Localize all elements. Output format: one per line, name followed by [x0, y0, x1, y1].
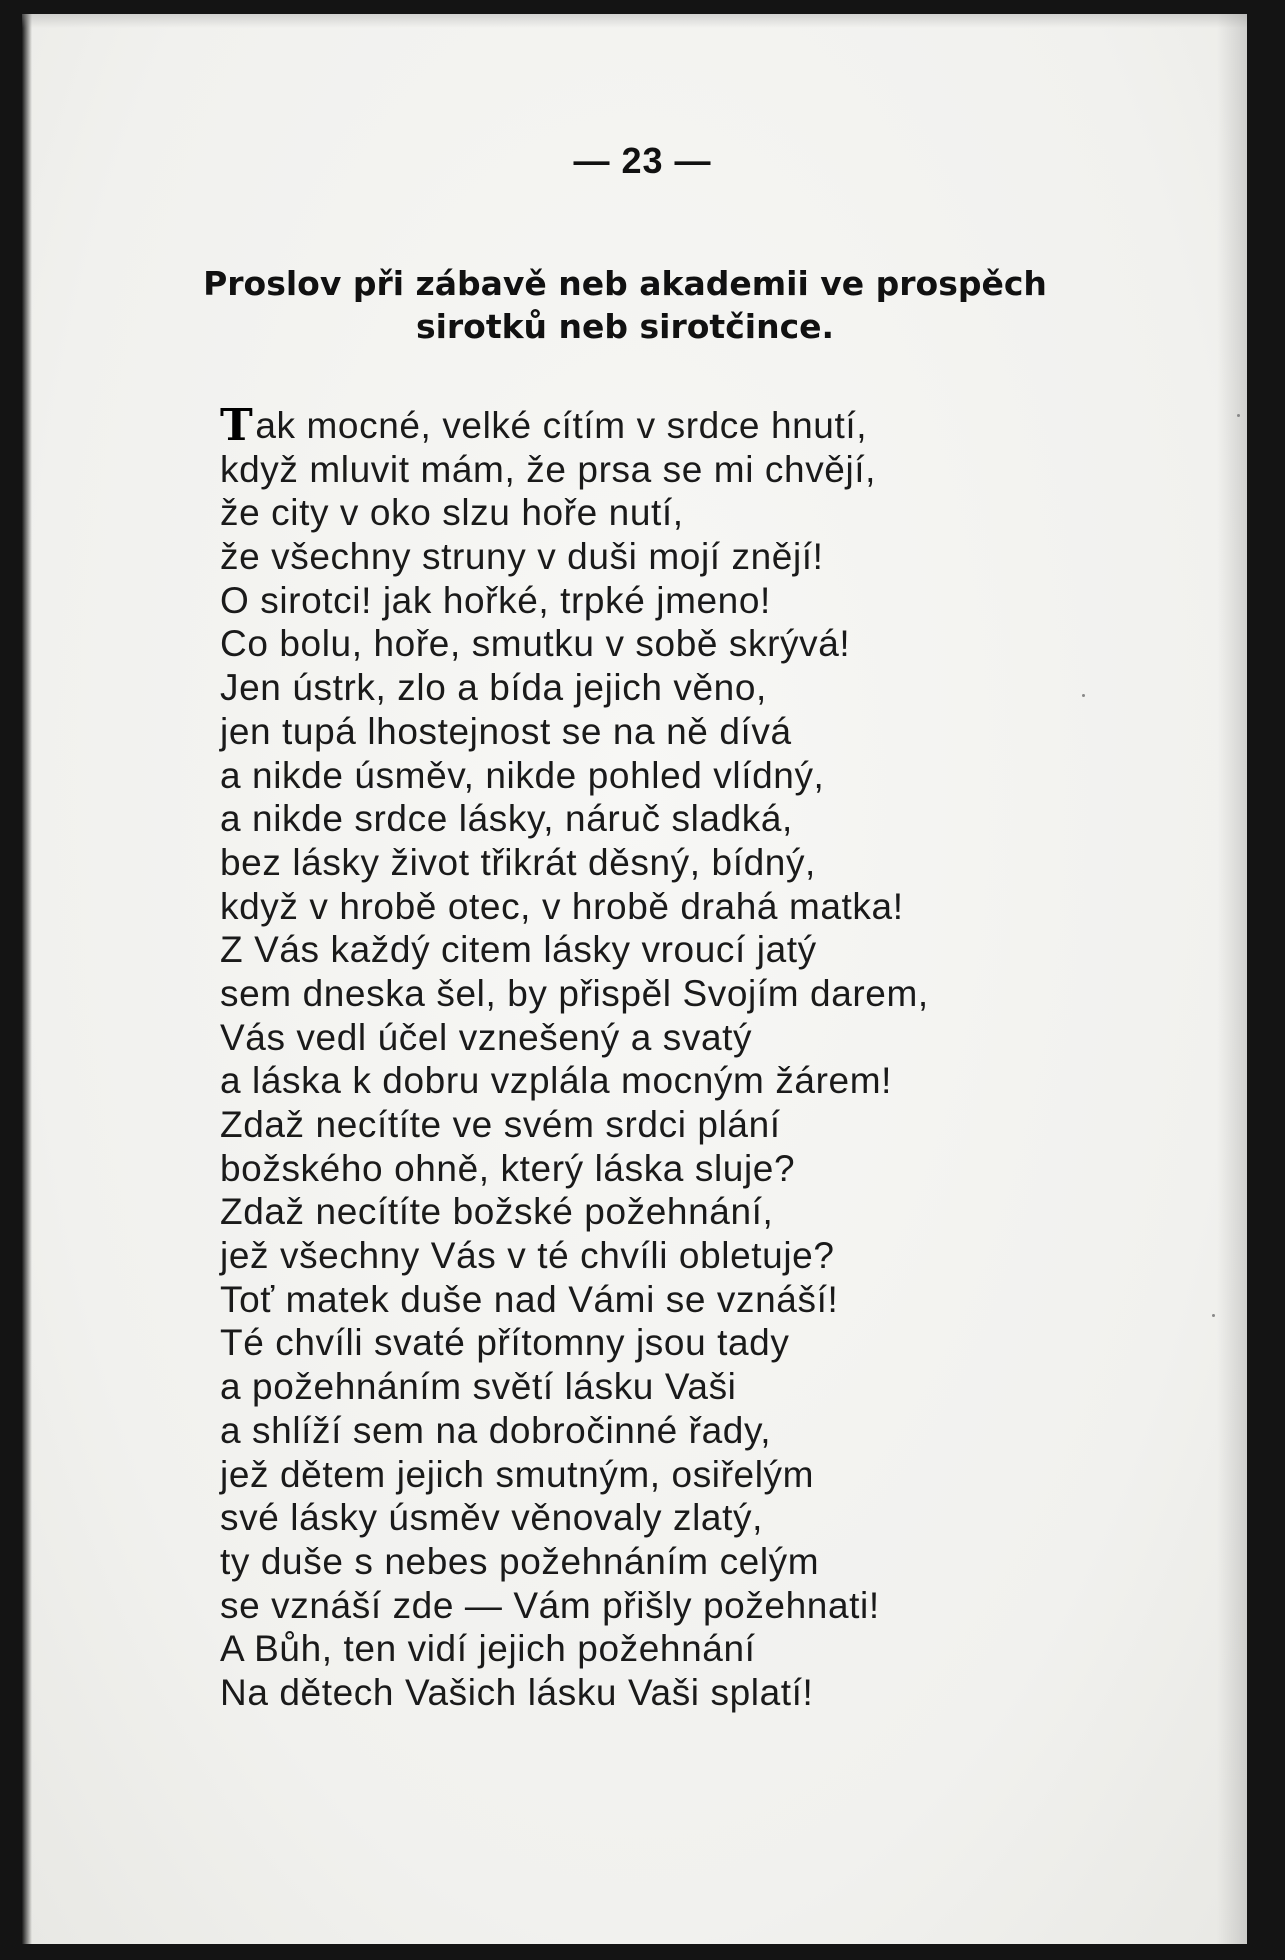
page-edge-top — [22, 14, 1247, 28]
poem-line — [220, 400, 1120, 451]
decorative-initial: T — [220, 400, 254, 451]
poem-line: Zdaž necítíte božské požehnání, — [220, 1191, 774, 1233]
poem-line: Té chvíli svaté přítomny jsou tady — [220, 1322, 790, 1364]
poem-line: své lásky úsměv věnovaly zlatý, — [220, 1497, 763, 1539]
poem-line: Vás vedl účel vznešený a svatý — [220, 1016, 753, 1058]
poem-line: se vznáší zde — Vám přišly požehnati! — [220, 1584, 880, 1626]
poem-line: Z Vás každý citem lásky vroucí jatý — [220, 929, 817, 971]
poem-line: když mluvit mám, že prsa se mi chvějí, — [220, 448, 877, 490]
poem-line: když v hrobě otec, v hrobě drahá matka! — [220, 885, 904, 927]
poem-title — [135, 262, 1115, 348]
poem-line: jež všechny Vás v té chvíli obletuje? — [220, 1235, 835, 1277]
poem-title-line-2: sirotků neb sirotčince. — [415, 307, 835, 346]
poem-line: a shlíží sem na dobročinné řady, — [220, 1409, 772, 1451]
page-edge-right — [1217, 14, 1247, 1944]
poem-line: ty duše s nebes požehnáním celým — [220, 1540, 820, 1582]
poem-line: a nikde srdce lásky, náruč sladká, — [220, 798, 793, 840]
poem-line: a požehnáním světí lásku Vaši — [220, 1366, 737, 1408]
poem-line-text: ak mocné, velké cítím v srdce hnutí, — [255, 405, 868, 446]
poem-line: bez lásky život třikrát děsný, bídný, — [220, 841, 816, 883]
poem-line: že city v oko slzu hoře nutí, — [220, 492, 684, 534]
poem-line: a láska k dobru vzplála mocným žárem! — [220, 1060, 893, 1102]
poem-body — [220, 400, 1120, 1715]
poem-line: jen tupá lhostejnost se na ně dívá — [220, 710, 792, 752]
poem-line: jež dětem jejich smutným, osiřelým — [220, 1453, 815, 1495]
poem-line: Toť matek duše nad Vámi se vznáší! — [220, 1278, 839, 1320]
paper-speck — [1237, 414, 1240, 417]
poem-line: O sirotci! jak hořké, trpké jmeno! — [220, 579, 771, 621]
poem-line: Na dětech Vašich lásku Vaši splatí! — [220, 1671, 814, 1713]
poem-line: A Bůh, ten vidí jejich požehnání — [220, 1628, 756, 1670]
page-number: — 23 — — [573, 140, 712, 181]
poem-line: sem dneska šel, by přispěl Svojím darem, — [220, 972, 929, 1014]
page-edge-left — [22, 14, 32, 1944]
poem-line: že všechny struny v duši mojí znějí! — [220, 536, 824, 578]
poem-line: božského ohně, který láska sluje? — [220, 1147, 796, 1189]
poem-line: Co bolu, hoře, smutku v sobě skrývá! — [220, 623, 851, 665]
poem-line: a nikde úsměv, nikde pohled vlídný, — [220, 754, 825, 796]
poem-line: Jen ústrk, zlo a bída jejich věno, — [220, 667, 767, 709]
paper-speck — [1212, 1314, 1215, 1317]
poem-title-line-1: Proslov při zábavě neb akademii ve prospěch — [203, 264, 1047, 303]
poem-line: Zdaž necítíte ve svém srdci plání — [220, 1104, 781, 1145]
